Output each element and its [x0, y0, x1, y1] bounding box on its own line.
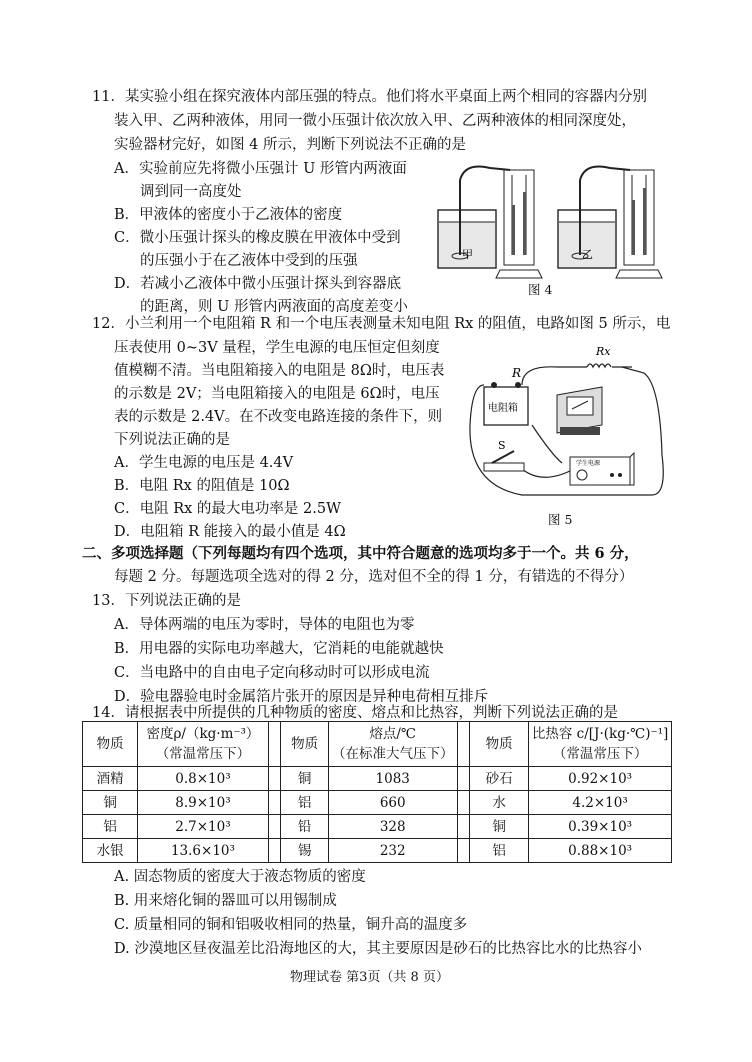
q12-stem-line-4: 的示数是 2V；当电阻箱接入的电阻是 6Ω时，电压 — [114, 386, 440, 402]
header-melting-note: （在标准大气压下） — [331, 746, 454, 762]
q13-option-d: D．验电器验电时金属箔片张开的原因是异种电荷相互排斥 — [114, 689, 489, 705]
q13-option-a: A．导体两端的电压为零时，导体的电阻也为零 — [114, 617, 415, 633]
table-row — [83, 791, 672, 815]
header-heat-note: （常温常压下） — [552, 746, 648, 762]
table-cell: 1083 — [328, 767, 457, 791]
table-cell: 铜 — [470, 815, 529, 839]
q14-option-c: C. 质量相同的铜和铝吸收相同的热量，铜升高的温度多 — [114, 917, 468, 933]
table-gap — [268, 722, 281, 767]
header-melting-point — [328, 722, 457, 767]
table-cell: 4.2×10³ — [529, 791, 672, 815]
table-cell: 砂石 — [470, 767, 529, 791]
q12-option-d: D．电阻箱 R 能接入的最小值是 4Ω — [114, 524, 346, 540]
table-cell: 0.92×10³ — [529, 767, 672, 791]
table-cell: 铜 — [83, 791, 138, 815]
q11-option-c-cont: 的压强小于在乙液体中受到的压强 — [140, 253, 358, 269]
table-row — [83, 815, 672, 839]
q12-stem-line-2: 压表使用 0~3V 量程，学生电源的电压恒定但刻度 — [114, 340, 440, 356]
q11-stem-line-1: 11．某实验小组在探究液体内部压强的特点。他们将水平桌面上两个相同的容器内分别 — [92, 89, 647, 105]
fig4-label-yi: 乙 — [582, 248, 593, 261]
properties-table — [82, 721, 672, 863]
fig5-label-s: S — [498, 439, 506, 452]
header-density-title: 密度ρ/（kg·m⁻³） — [146, 726, 260, 742]
table-cell: 锡 — [281, 839, 329, 863]
q11-option-b: B．甲液体的密度小于乙液体的密度 — [114, 207, 343, 223]
header-substance-2: 物质 — [281, 722, 329, 767]
page-footer: 物理试卷 第3页（共 8 页） — [290, 970, 449, 985]
q12-option-b: B．电阻 Rx 的阻值是 10Ω — [114, 478, 290, 494]
table-gap — [457, 722, 470, 767]
table-gap — [457, 815, 470, 839]
header-substance-1: 物质 — [83, 722, 138, 767]
figure-4-caption: 图 4 — [528, 282, 553, 297]
q12-option-c: C．电阻 Rx 的最大电功率是 2.5W — [114, 501, 341, 517]
fig5-source-label: 学生电源 — [576, 460, 601, 467]
table-gap — [457, 791, 470, 815]
table-cell: 0.8×10³ — [138, 767, 268, 791]
q12-stem-line-3: 值模糊不清。当电阻箱接入的电阻是 8Ω时，电压表 — [114, 363, 445, 379]
q14-option-a: A. 固态物质的密度大于液态物质的密度 — [114, 869, 366, 885]
table-cell: 13.6×10³ — [138, 839, 268, 863]
q12-stem-line-1: 12．小兰利用一个电阻箱 R 和一个电压表测量未知电阻 Rx 的阻值，电路如图 5 所示，电 — [92, 316, 671, 332]
q14-stem: 14．请根据表中所提供的几种物质的密度、熔点和比热容，判断下列说法正确的是 — [92, 705, 618, 721]
table-cell: 0.39×10³ — [529, 815, 672, 839]
table-cell: 0.88×10³ — [529, 839, 672, 863]
q11-stem-line-2: 装入甲、乙两种液体，用同一微小压强计依次放入甲、乙两种液体的相同深度处， — [114, 113, 636, 129]
table-cell: 酒精 — [83, 767, 138, 791]
table-cell: 铝 — [281, 791, 329, 815]
fig4-label-jia: 甲 — [462, 248, 473, 261]
table-gap — [268, 791, 281, 815]
table-row — [83, 839, 672, 863]
table-gap — [268, 839, 281, 863]
q13-stem: 13．下列说法正确的是 — [92, 593, 241, 609]
figure-5-caption: 图 5 — [548, 512, 573, 527]
table-gap — [268, 767, 281, 791]
table-gap — [457, 767, 470, 791]
table-gap — [457, 839, 470, 863]
q12-stem-line-5: 表的示数是 2.4V。在不改变电路连接的条件下，则 — [114, 409, 443, 425]
section-2-heading-line-2: 每题 2 分。每题选项全选对的得 2 分，选对但不全的得 1 分，有错选的不得分） — [114, 569, 634, 585]
q11-option-a-cont: 调到同一高度处 — [140, 184, 242, 200]
header-density-note: （常温常压下） — [155, 746, 251, 762]
q11-option-a: A．实验前应先将微小压强计 U 形管内两液面 — [114, 161, 407, 177]
header-melting-title: 熔点/℃ — [369, 726, 417, 742]
table-cell: 铅 — [281, 815, 329, 839]
table-cell: 660 — [328, 791, 457, 815]
header-specific-heat — [529, 722, 672, 767]
header-heat-title: 比热容 c/[J·(kg·℃)⁻¹] — [531, 726, 669, 742]
q13-option-c: C．当电路中的自由电子定向移动时可以形成电流 — [114, 665, 430, 681]
q12-option-a: A．学生电源的电压是 4.4V — [114, 455, 294, 471]
table-cell: 铝 — [83, 815, 138, 839]
q12-stem-line-6: 下列说法正确的是 — [114, 432, 230, 448]
table-cell: 铝 — [470, 839, 529, 863]
table-header-row — [83, 722, 672, 767]
header-density — [138, 722, 268, 767]
fig5-label-rx: Rx — [596, 345, 611, 358]
fig5-label-r: R — [512, 366, 522, 380]
section-2-heading-line-1: 二、多项选择题（下列每题均有四个选项，其中符合题意的选项均多于一个。共 6 分， — [82, 545, 639, 562]
table-cell: 铜 — [281, 767, 329, 791]
q11-option-d: D．若减小乙液体中微小压强计探头到容器底 — [114, 276, 402, 292]
table-cell: 8.9×10³ — [138, 791, 268, 815]
table-gap — [268, 815, 281, 839]
table-cell: 水 — [470, 791, 529, 815]
fig5-resistance-box-label: 电阻箱 — [488, 403, 518, 414]
figure-4-pressure-gauge — [430, 160, 680, 300]
q13-option-b: B．用电器的实际电功率越大，它消耗的电能就越快 — [114, 641, 444, 657]
q14-option-d: D. 沙漠地区昼夜温差比沿海地区的大，其主要原因是砂石的比热容比水的比热容小 — [114, 941, 642, 957]
q11-stem-line-3: 实验器材完好，如图 4 所示，判断下列说法不正确的是 — [114, 137, 466, 153]
q11-option-c: C．微小压强计探头的橡皮膜在甲液体中受到 — [114, 230, 401, 246]
header-substance-3: 物质 — [470, 722, 529, 767]
table-row — [83, 767, 672, 791]
table-cell: 232 — [328, 839, 457, 863]
figure-5-circuit — [462, 345, 672, 505]
table-cell: 2.7×10³ — [138, 815, 268, 839]
q11-option-d-cont: 的距离，则 U 形管内两液面的高度差变小 — [140, 299, 408, 315]
q14-option-b: B. 用来熔化铜的器皿可以用锡制成 — [114, 893, 337, 909]
table-cell: 水银 — [83, 839, 138, 863]
table-cell: 328 — [328, 815, 457, 839]
